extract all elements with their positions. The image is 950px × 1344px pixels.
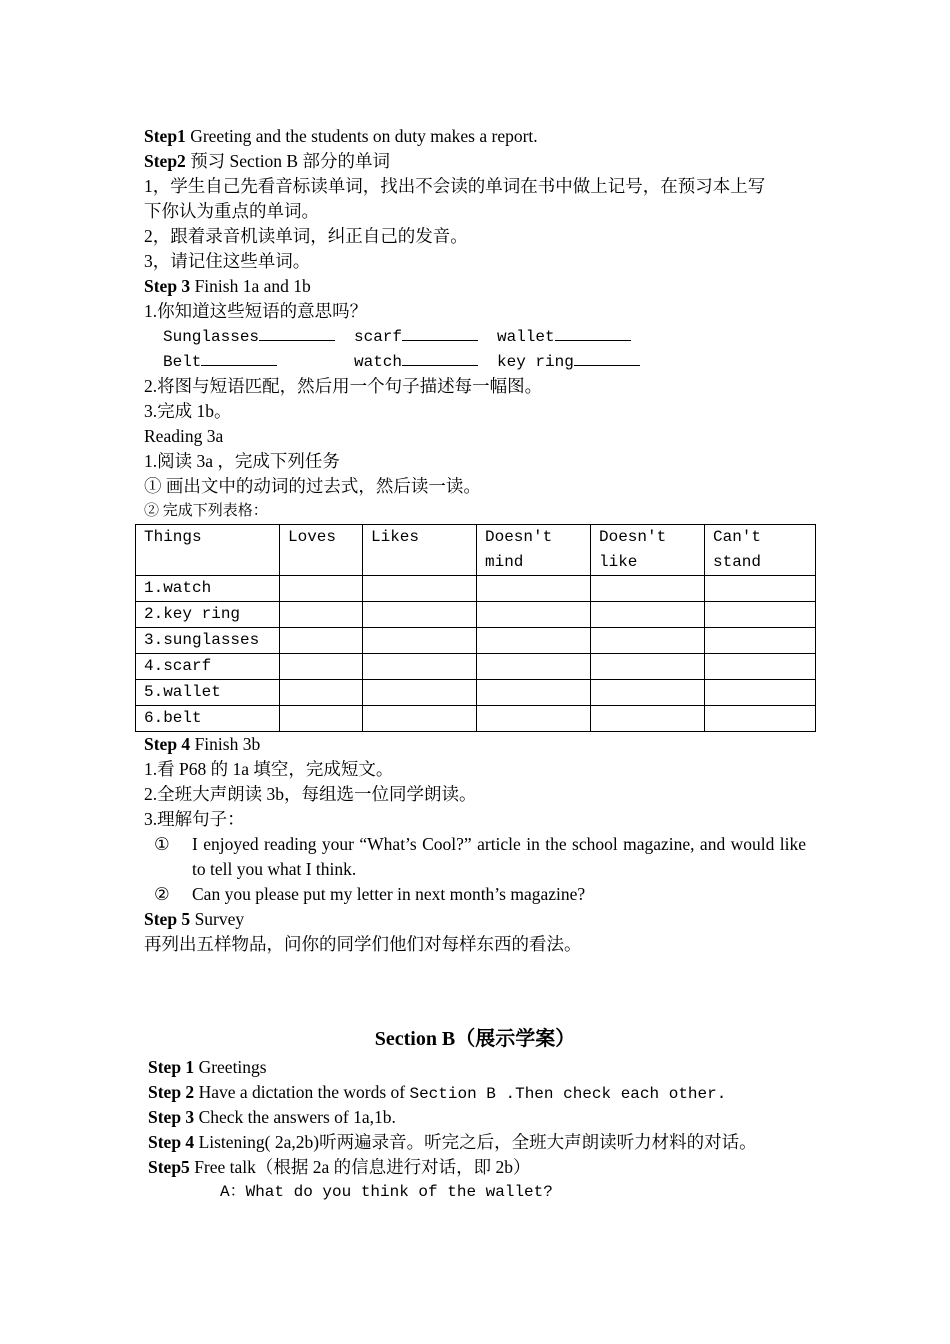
vocab-item: Belt — [163, 349, 354, 375]
step1-text: Greeting and the students on duty makes a report. — [185, 126, 538, 146]
table-cell-thing: 3.sunglasses — [136, 628, 280, 654]
vocab-row-2 — [163, 349, 806, 374]
table-cell[interactable] — [280, 654, 363, 680]
table-cell[interactable] — [280, 706, 363, 732]
reading-subtask-2: ② 完成下列表格： — [144, 503, 268, 519]
table-cell[interactable] — [705, 628, 816, 654]
section-b-step1-text: Greetings — [194, 1057, 267, 1077]
table-cell[interactable] — [280, 602, 363, 628]
section-b-step3 — [144, 1105, 806, 1130]
section-b-step3-text: Check the answers of 1a,1b. — [194, 1107, 396, 1127]
vocab-item: watch — [354, 349, 497, 375]
table-header-row — [136, 525, 816, 576]
section-b-step3-label: Step 3 — [148, 1107, 195, 1127]
vocab-item: wallet — [497, 324, 631, 350]
step3-question-2: 2.将图与短语匹配，然后用一个句子描述每一幅图。 — [144, 376, 543, 396]
table-cell[interactable] — [280, 628, 363, 654]
step5-line — [144, 907, 806, 932]
table-cell[interactable] — [477, 576, 591, 602]
table-header-cell: Doesn't like — [591, 525, 705, 576]
step4-item-1: 1.看 P68 的 1a 填空，完成短文。 — [144, 759, 394, 779]
table-cell-thing: 5.wallet — [136, 680, 280, 706]
step4-line — [144, 732, 806, 757]
step4-item-3: 3.理解句子： — [144, 809, 245, 829]
table-cell[interactable] — [591, 602, 705, 628]
sentence-1-text: I enjoyed reading your “What’s Cool?” article in the school magazine, and would like to tell you what I think. — [192, 834, 806, 879]
step4-item-2: 2.全班大声朗读 3b，每组选一位同学朗读。 — [144, 784, 477, 804]
answer-blank[interactable] — [402, 324, 478, 341]
table-cell[interactable] — [363, 602, 477, 628]
section-b-step2-label: Step 2 — [148, 1082, 195, 1102]
step3-text: Finish 1a and 1b — [190, 276, 311, 296]
step2-line — [144, 149, 806, 174]
section-b-step5 — [144, 1155, 806, 1180]
table-cell[interactable] — [705, 680, 816, 706]
step1-label: Step1 — [144, 126, 186, 146]
step2-item-3: 3，请记住这些单词。 — [144, 251, 311, 271]
table-cell-thing: 6.belt — [136, 706, 280, 732]
sentence-1-mark: ① — [154, 834, 170, 854]
reading-title: Reading 3a — [144, 426, 224, 446]
step5-text: Survey — [190, 909, 245, 929]
step2-item-1: 1，学生自己先看音标读单词，找出不会读的单词在书中做上记号，在预习本上写 — [144, 176, 766, 196]
answer-blank[interactable] — [402, 349, 478, 366]
section-b-step5-label: Step5 — [148, 1157, 190, 1177]
table-header-cell: Doesn't mind — [477, 525, 591, 576]
table-cell[interactable] — [477, 654, 591, 680]
table-cell[interactable] — [705, 602, 816, 628]
table-cell[interactable] — [591, 628, 705, 654]
sentence-2-mark: ② — [154, 884, 170, 904]
table-cell[interactable] — [477, 706, 591, 732]
dialog-line-a: A：What do you think of the wallet? — [220, 1183, 553, 1201]
step1-line — [144, 124, 806, 149]
table-row — [136, 576, 816, 602]
step3-line — [144, 274, 806, 299]
table-row — [136, 680, 816, 706]
table-cell[interactable] — [705, 576, 816, 602]
section-b-step4 — [144, 1130, 806, 1155]
table-cell[interactable] — [363, 706, 477, 732]
reading-subtask-1: ① 画出文中的动词的过去式，然后读一读。 — [144, 476, 481, 496]
vocab-item: key ring — [497, 349, 640, 375]
sentence-1 — [144, 832, 806, 882]
table-cell[interactable] — [363, 654, 477, 680]
step3-question-1: 1.你知道这些短语的意思吗？ — [144, 301, 368, 321]
sentence-2 — [144, 882, 806, 907]
table-cell[interactable] — [280, 680, 363, 706]
section-b-step4-text: Listening( 2a,2b)听两遍录音。听完之后，全班大声朗读听力材料的对话。 — [194, 1132, 757, 1152]
table-cell[interactable] — [363, 680, 477, 706]
step5-instruction: 再列出五样物品，问你的同学们他们对每样东西的看法。 — [144, 934, 582, 954]
section-b-step2-mono: Section B .Then check each other. — [409, 1085, 727, 1103]
section-b-step1 — [144, 1055, 806, 1080]
table-cell[interactable] — [705, 654, 816, 680]
step3-question-3: 3.完成 1b。 — [144, 401, 232, 421]
table-cell[interactable] — [477, 680, 591, 706]
document-page — [144, 124, 806, 1205]
table-cell[interactable] — [477, 602, 591, 628]
step2-label: Step2 — [144, 151, 186, 171]
step2-item-2: 2，跟着录音机读单词，纠正自己的发音。 — [144, 226, 468, 246]
table-cell[interactable] — [591, 680, 705, 706]
step4-text: Finish 3b — [190, 734, 261, 754]
section-b-step1-label: Step 1 — [148, 1057, 195, 1077]
table-header-cell: Loves — [280, 525, 363, 576]
reading-task: 1.阅读 3a ，完成下列任务 — [144, 451, 340, 471]
table-cell-thing: 4.scarf — [136, 654, 280, 680]
table-cell-thing: 1.watch — [136, 576, 280, 602]
step2-text: 预习 Section B 部分的单词 — [185, 151, 390, 171]
answer-blank[interactable] — [259, 324, 335, 341]
table-header-cell: Likes — [363, 525, 477, 576]
step4-label: Step 4 — [144, 734, 191, 754]
table-cell[interactable] — [477, 628, 591, 654]
answer-blank[interactable] — [555, 324, 631, 341]
vocab-item: Sunglasses — [163, 324, 354, 350]
table-cell[interactable] — [591, 576, 705, 602]
step3-label: Step 3 — [144, 276, 191, 296]
table-row — [136, 602, 816, 628]
table-header-cell: Things — [136, 525, 280, 576]
section-b-step2 — [144, 1080, 806, 1105]
table-cell[interactable] — [280, 576, 363, 602]
answer-blank[interactable] — [574, 349, 640, 366]
table-cell[interactable] — [591, 654, 705, 680]
answer-blank[interactable] — [201, 349, 277, 366]
vocab-item: scarf — [354, 324, 497, 350]
step2-item-1-cont: 下你认为重点的单词。 — [144, 201, 319, 221]
table-cell[interactable] — [363, 576, 477, 602]
table-cell[interactable] — [363, 628, 477, 654]
vocab-row-1 — [163, 324, 806, 349]
sentence-2-text: Can you please put my letter in next month’s magazine? — [192, 884, 586, 904]
step5-label: Step 5 — [144, 909, 191, 929]
table-row — [136, 654, 816, 680]
section-b-step2-text: Have a dictation the words of — [194, 1082, 410, 1102]
table-row — [136, 628, 816, 654]
table-header-cell: Can't stand — [705, 525, 816, 576]
table-cell[interactable] — [591, 706, 705, 732]
table-row — [136, 706, 816, 732]
section-b-title: Section B（展示学案） — [374, 1028, 576, 1050]
table-cell-thing: 2.key ring — [136, 602, 280, 628]
section-b-step5-text: Free talk（根据 2a 的信息进行对话，即 2b） — [189, 1157, 531, 1177]
attitude-table — [135, 524, 816, 732]
section-b-step4-label: Step 4 — [148, 1132, 195, 1152]
table-cell[interactable] — [705, 706, 816, 732]
